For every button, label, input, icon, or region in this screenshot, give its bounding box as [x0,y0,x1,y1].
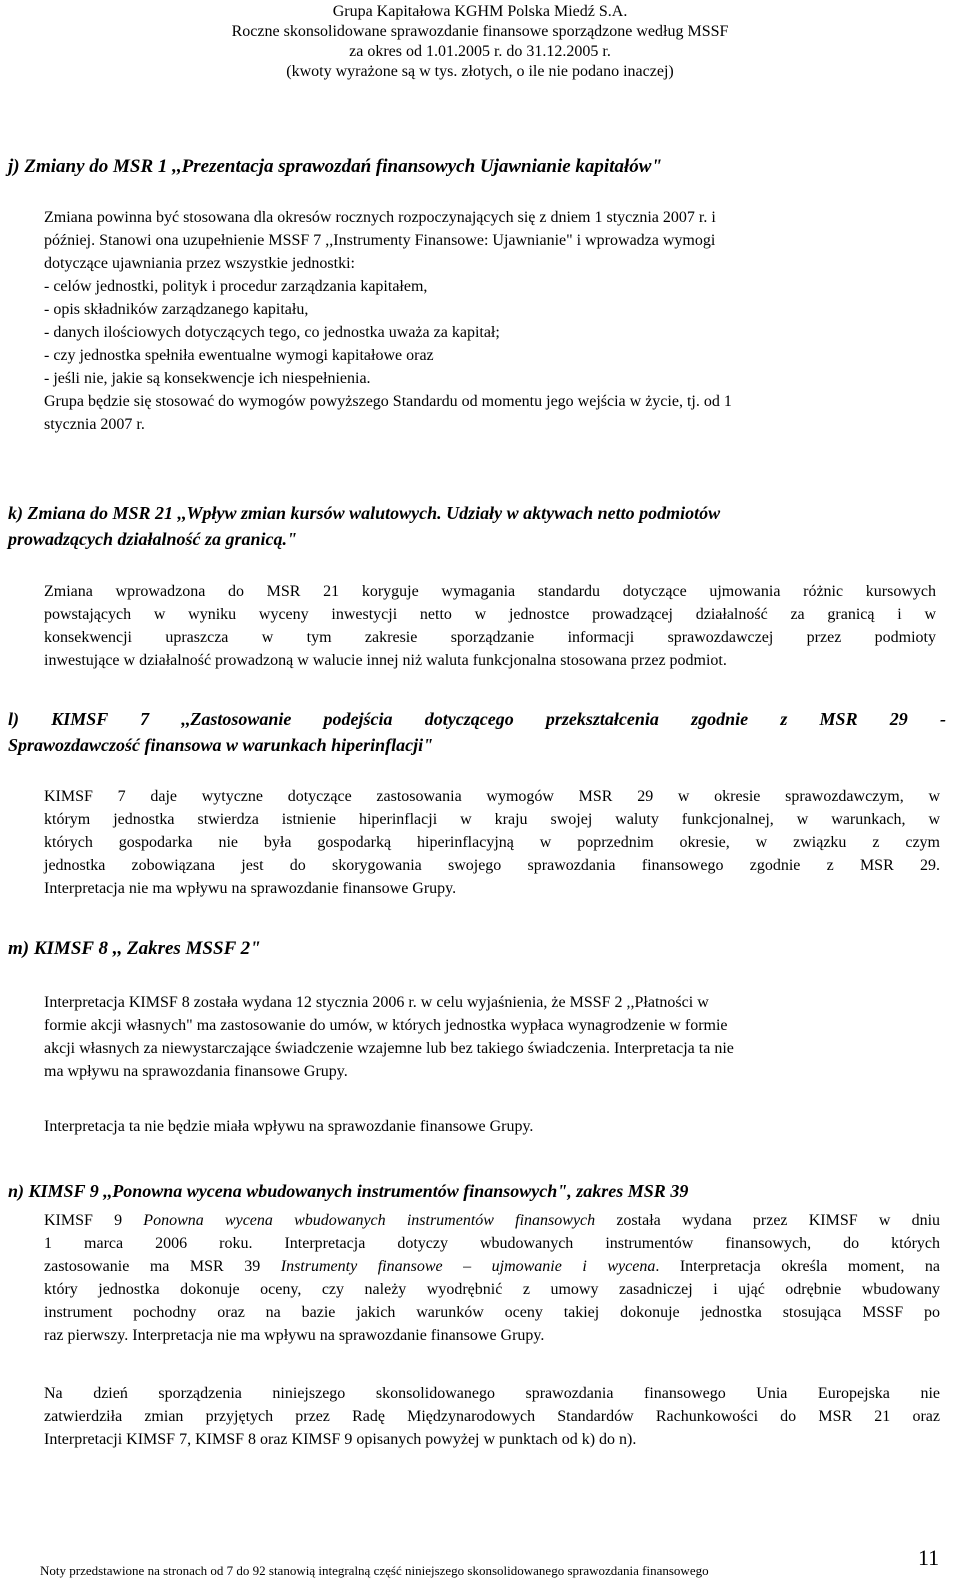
header-report-title: Roczne skonsolidowane sprawozdanie finansowe sporządzone według MSSF [231,23,729,40]
closing-paragraph [44,1382,940,1451]
section-m-note: Interpretacja ta nie będzie miała wpływu na sprawozdanie finansowe Grupy. [44,1118,534,1135]
section-m-line: Interpretacja KIMSF 8 została wydana 12 stycznia 2006 r. w celu wyjaśnienia, że MSSF 2 ,,Płatności w [44,994,709,1011]
section-n-italic-title: Ponowna wycena wbudowanych instrumentów finansowych [143,1212,596,1229]
section-j-line: dotyczące ujawniania przez wszystkie jednostki: [44,255,355,272]
closing-line: Na dzień sporządzenia niniejszego skonsolidowanego sprawozdania finansowego Unia Europejska nie [44,1385,940,1402]
section-j-line: stycznia 2007 r. [44,416,145,433]
section-m-line: formie akcji własnych" ma zastosowanie do umów, w których jednostka wypłaca wynagrodzenie w formie [44,1017,728,1034]
section-l-line: których gospodarka nie była gospodarką hiperinflacyjną w poprzednim okresie, w związku z czym [44,834,940,851]
section-k-body [44,580,936,672]
section-l-line: Interpretacja nie ma wpływu na sprawozdanie finansowe Grupy. [44,880,457,897]
header-period: za okres od 1.01.2005 r. do 31.12.2005 r. [349,43,611,60]
page-header [0,2,960,82]
section-l-heading-line: Sprawozdawczość finansowa w warunkach hiperinflacji" [8,735,434,755]
section-n-line: który jednostka dokonuje oceny, czy należy wyodrębnić z umowy zasadniczej i ująć odrębnie wbudowany [44,1281,940,1298]
section-j-line: - opis składników zarządzanego kapitału, [44,301,309,318]
section-n-line: 1 marca 2006 roku. Interpretacja dotyczy wbudowanych instrumentów finansowych, do których [44,1235,940,1252]
section-n-text: . Interpretacja określa moment, na [655,1258,940,1275]
section-m-line: ma wpływu na sprawozdania finansowe Grupy. [44,1063,348,1080]
section-k-line: Zmiana wprowadzona do MSR 21 koryguje wymagania standardu dotyczące ujmowania różnic kursowych [44,583,936,600]
section-j-line: - jeśli nie, jakie są konsekwencje ich niespełnienia. [44,370,371,387]
section-l-line: KIMSF 7 daje wytyczne dotyczące zastosowania wymogów MSR 29 w okresie sprawozdawczym, w [44,788,940,805]
section-j-line: Grupa będzie się stosować do wymogów powyższego Standardu od momentu jego wejścia w życie, tj. od 1 [44,393,732,410]
section-k-heading [8,500,720,552]
section-j-line: - czy jednostka spełniła ewentualne wymogi kapitałowe oraz [44,347,434,364]
section-l-line: którym jednostka stwierdza istnienie hiperinflacji w kraju swojej waluty funkcjonalnej, w warunkach, w [44,811,940,828]
section-n-line: raz pierwszy. Interpretacja nie ma wpływu na sprawozdanie finansowe Grupy. [44,1327,545,1344]
section-n-line: instrument pochodny oraz na bazie jakich warunków oceny takiej dokonuje jednostka stosująca MSSF po [44,1304,940,1321]
section-n-line [44,1209,940,1232]
section-n-text: została wydana przez KIMSF w dniu [595,1212,941,1229]
section-j-body [44,206,924,436]
closing-line: zatwierdziła zmian przyjętych przez Radę Międzynarodowych Standardów Rachunkowości do MSR 21 oraz [44,1408,940,1425]
section-n-text: KIMSF 9 [44,1212,144,1229]
section-j-line: później. Stanowi ona uzupełnienie MSSF 7 ,,Instrumenty Finansowe: Ujawnianie" i wprowadza wymogi [44,232,716,249]
section-j-heading: j) Zmiany do MSR 1 ,,Prezentacja sprawozdań finansowych Ujawnianie kapitałów" [8,156,662,177]
section-m-line: akcji własnych za niewystarczające świadczenie wzajemne lub bez takiego świadczenia. Interpretacja ta nie [44,1040,734,1057]
closing-line: Interpretacji KIMSF 7, KIMSF 8 oraz KIMSF 9 opisanych powyżej w punktach od k) do n). [44,1431,637,1448]
header-company: Grupa Kapitałowa KGHM Polska Miedź S.A. [332,3,628,20]
header-units-note: (kwoty wyrażone są w tys. złotych, o ile nie podano inaczej) [286,63,674,80]
page-footer: Noty przedstawione na stronach od 7 do 92 stanowią integralną część niniejszego skonsolidowanego sprawozdania finansowego [40,1563,709,1578]
section-n-italic-title: Instrumenty finansowe – ujmowanie i wycena [280,1258,656,1275]
section-n-text: zastosowanie ma MSR 39 [44,1258,281,1275]
section-l-heading [8,706,946,758]
page-number: 11 [918,1545,940,1570]
section-m-heading: m) KIMSF 8 ,, Zakres MSSF 2" [8,938,261,959]
section-l-heading-line: l) KIMSF 7 ,,Zastosowanie podejścia dotyczącego przekształcenia zgodnie z MSR 29 - [8,709,946,729]
section-n-line [44,1255,940,1278]
section-n-heading: n) KIMSF 9 ,,Ponowna wycena wbudowanych instrumentów finansowych", zakres MSR 39 [8,1181,689,1201]
section-n-body [44,1209,940,1347]
section-l-line: jednostka zobowiązana jest do skorygowania swojego sprawozdania finansowego zgodnie z MSR 29. [44,857,940,874]
section-j-line: - danych ilościowych dotyczących tego, co jednostka uważa za kapitał; [44,324,500,341]
section-k-line: konsekwencji upraszcza w tym zakresie sporządzanie informacji sprawozdawczej przez podmioty [44,629,936,646]
section-j-line: Zmiana powinna być stosowana dla okresów rocznych rozpoczynających się z dniem 1 stycznia 2007 r. i [44,209,716,226]
section-k-heading-line: k) Zmiana do MSR 21 ,,Wpływ zmian kursów walutowych. Udziały w aktywach netto podmiotów [8,503,721,523]
section-j-line: - celów jednostki, polityk i procedur zarządzania kapitałem, [44,278,428,295]
section-l-body [44,785,940,900]
section-k-line: powstających w wyniku wyceny inwestycji netto w jednostce prowadzącej działalność za granicą i w [44,606,936,623]
section-m-body [44,991,940,1083]
section-k-heading-line: prowadzących działalność za granicą." [8,529,298,549]
section-k-line: inwestujące w działalność prowadzoną w walucie innej niż waluta funkcjonalna stosowana przez podmiot. [44,652,727,669]
